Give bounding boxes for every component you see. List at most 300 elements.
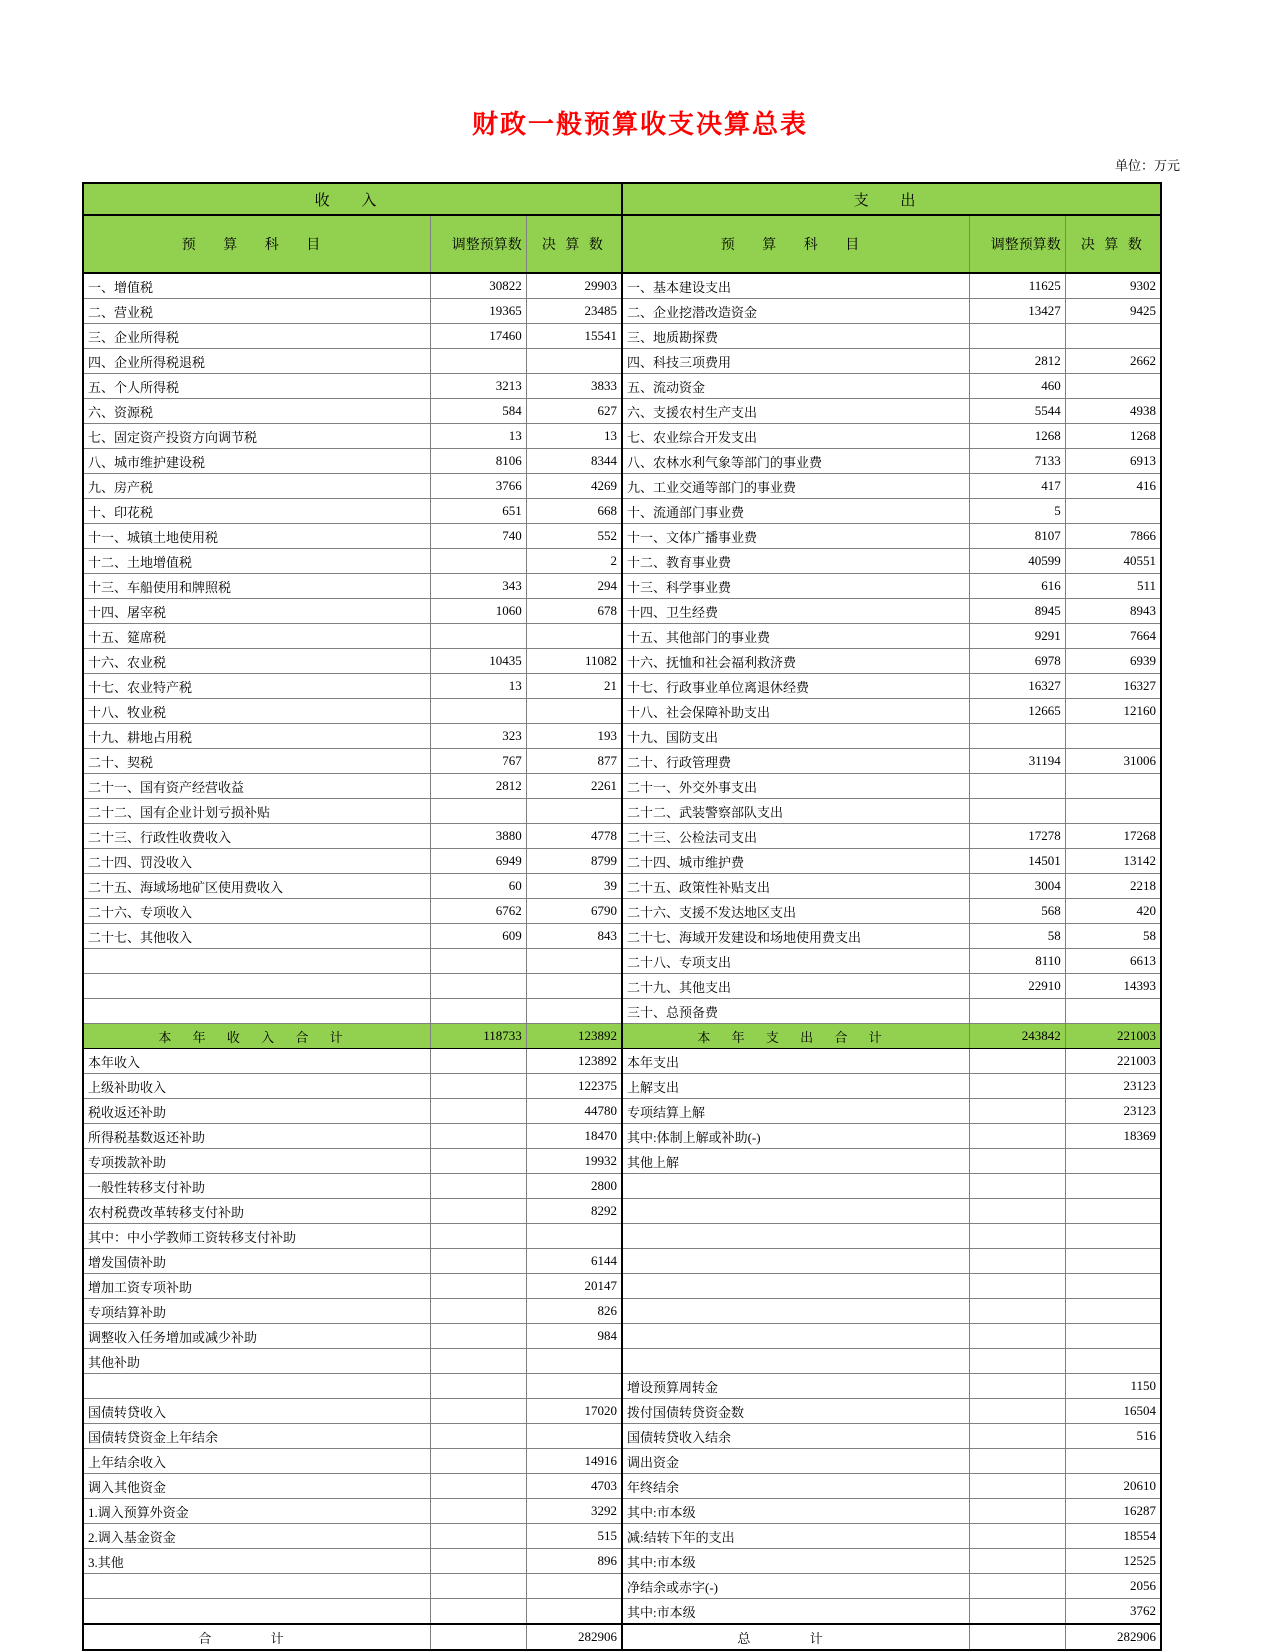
expense-subject-cell: 七、农业综合开发支出 — [622, 424, 970, 449]
income-subject-cell: 二、营业税 — [83, 299, 431, 324]
income-final-cell: 826 — [526, 1299, 622, 1324]
income-adjusted-cell — [431, 1099, 527, 1124]
income-adjusted-cell: 19365 — [431, 299, 527, 324]
table-row — [83, 1049, 1161, 1074]
expense-adjusted-cell: 568 — [970, 899, 1066, 924]
expense-adjusted-cell — [970, 724, 1066, 749]
expense-final-cell — [1065, 1224, 1161, 1249]
table-row — [83, 273, 1161, 299]
expense-final-cell: 2662 — [1065, 349, 1161, 374]
income-final-cell — [526, 1574, 622, 1599]
income-adjusted-cell: 584 — [431, 399, 527, 424]
expense-adjusted-cell: 3004 — [970, 874, 1066, 899]
expense-adjusted-cell: 14501 — [970, 849, 1066, 874]
table-row — [83, 1074, 1161, 1099]
income-total-final: 123892 — [526, 1024, 622, 1049]
table-row — [83, 724, 1161, 749]
expense-subject-cell: 二十一、外交外事支出 — [622, 774, 970, 799]
expense-adjusted-cell — [970, 1249, 1066, 1274]
income-subject-header: 预 算 科 目 — [83, 215, 431, 273]
income-subject-cell: 其中：中小学教师工资转移支付补助 — [83, 1224, 431, 1249]
income-subject-cell: 农村税费改革转移支付补助 — [83, 1199, 431, 1224]
income-subject-cell: 八、城市维护建设税 — [83, 449, 431, 474]
income-subject-cell: 十七、农业特产税 — [83, 674, 431, 699]
expense-subject-cell: 八、农林水利气象等部门的事业费 — [622, 449, 970, 474]
grand-total-row — [83, 1624, 1161, 1650]
expense-subject-cell: 六、支援农村生产支出 — [622, 399, 970, 424]
expense-subject-cell: 十、流通部门事业费 — [622, 499, 970, 524]
income-subject-cell: 二十七、其他收入 — [83, 924, 431, 949]
table-row — [83, 449, 1161, 474]
table-row — [83, 1324, 1161, 1349]
income-subject-cell: 十六、农业税 — [83, 649, 431, 674]
expense-group-header: 支 出 — [622, 183, 1161, 215]
expense-adjusted-cell — [970, 1499, 1066, 1524]
income-final-cell — [526, 699, 622, 724]
table-row — [83, 1599, 1161, 1625]
expense-subject-header: 预 算 科 目 — [622, 215, 970, 273]
income-subject-cell: 二十四、罚没收入 — [83, 849, 431, 874]
column-header-row — [83, 215, 1161, 273]
expense-subject-cell: 二十四、城市维护费 — [622, 849, 970, 874]
income-final-cell — [526, 349, 622, 374]
income-subject-cell — [83, 1574, 431, 1599]
income-final-cell — [526, 974, 622, 999]
table-row — [83, 874, 1161, 899]
income-final-cell: 23485 — [526, 299, 622, 324]
expense-adjusted-cell — [970, 1174, 1066, 1199]
expense-final-cell: 9425 — [1065, 299, 1161, 324]
expense-final-cell: 6939 — [1065, 649, 1161, 674]
income-subject-cell: 九、房产税 — [83, 474, 431, 499]
expense-adjusted-cell: 7133 — [970, 449, 1066, 474]
income-final-header: 决 算 数 — [526, 215, 622, 273]
table-row — [83, 524, 1161, 549]
expense-adjusted-cell — [970, 1374, 1066, 1399]
expense-adjusted-cell — [970, 799, 1066, 824]
expense-subject-cell: 十三、科学事业费 — [622, 574, 970, 599]
grand-income-final: 282906 — [526, 1624, 622, 1650]
income-final-cell: 2800 — [526, 1174, 622, 1199]
income-subject-cell: 2.调入基金资金 — [83, 1524, 431, 1549]
income-adjusted-cell: 740 — [431, 524, 527, 549]
expense-adjusted-cell: 8107 — [970, 524, 1066, 549]
income-total-adjusted: 118733 — [431, 1024, 527, 1049]
income-adjusted-cell: 60 — [431, 874, 527, 899]
income-adjusted-cell — [431, 1549, 527, 1574]
expense-final-cell: 14393 — [1065, 974, 1161, 999]
expense-final-cell: 12160 — [1065, 699, 1161, 724]
expense-subject-cell: 十二、教育事业费 — [622, 549, 970, 574]
expense-final-cell: 1150 — [1065, 1374, 1161, 1399]
expense-subject-cell: 其中:市本级 — [622, 1599, 970, 1625]
income-adjusted-cell — [431, 1399, 527, 1424]
income-final-cell: 193 — [526, 724, 622, 749]
table-row — [83, 1574, 1161, 1599]
expense-subject-cell — [622, 1349, 970, 1374]
income-adjusted-cell — [431, 974, 527, 999]
income-subject-cell: 二十一、国有资产经营收益 — [83, 774, 431, 799]
expense-final-cell: 7866 — [1065, 524, 1161, 549]
expense-adjusted-cell: 417 — [970, 474, 1066, 499]
expense-adjusted-cell — [970, 1274, 1066, 1299]
income-final-cell: 8799 — [526, 849, 622, 874]
table-row — [83, 1524, 1161, 1549]
income-final-cell: 668 — [526, 499, 622, 524]
income-subject-cell: 上级补助收入 — [83, 1074, 431, 1099]
expense-final-cell: 40551 — [1065, 549, 1161, 574]
expense-subject-cell: 上解支出 — [622, 1074, 970, 1099]
expense-subject-cell: 十一、文体广播事业费 — [622, 524, 970, 549]
income-final-cell: 678 — [526, 599, 622, 624]
income-subject-cell: 五、个人所得税 — [83, 374, 431, 399]
table-row — [83, 849, 1161, 874]
income-final-cell: 4778 — [526, 824, 622, 849]
table-row — [83, 624, 1161, 649]
income-subject-cell: 二十三、行政性收费收入 — [83, 824, 431, 849]
income-subject-cell: 一、增值税 — [83, 273, 431, 299]
page-title: 财政一般预算收支决算总表 — [471, 110, 808, 139]
table-row — [83, 999, 1161, 1024]
expense-subject-cell — [622, 1249, 970, 1274]
expense-adjusted-cell — [970, 1224, 1066, 1249]
expense-final-cell — [1065, 1274, 1161, 1299]
income-subject-cell: 专项结算补助 — [83, 1299, 431, 1324]
income-adjusted-cell — [431, 1324, 527, 1349]
expense-adjusted-cell — [970, 999, 1066, 1024]
income-adjusted-cell: 30822 — [431, 273, 527, 299]
expense-final-cell — [1065, 324, 1161, 349]
income-final-cell: 877 — [526, 749, 622, 774]
expense-final-cell: 12525 — [1065, 1549, 1161, 1574]
expense-adjusted-cell: 58 — [970, 924, 1066, 949]
income-final-cell — [526, 624, 622, 649]
income-subject-cell: 调整收入任务增加或减少补助 — [83, 1324, 431, 1349]
table-row — [83, 1274, 1161, 1299]
expense-subject-cell: 十八、社会保障补助支出 — [622, 699, 970, 724]
income-final-cell: 294 — [526, 574, 622, 599]
expense-adjusted-cell — [970, 1599, 1066, 1625]
expense-adjusted-cell — [970, 1099, 1066, 1124]
expense-final-cell: 18369 — [1065, 1124, 1161, 1149]
income-final-cell: 6790 — [526, 899, 622, 924]
income-adjusted-cell — [431, 1149, 527, 1174]
expense-subject-cell: 十六、抚恤和社会福利救济费 — [622, 649, 970, 674]
income-subject-cell: 十三、车船使用和牌照税 — [83, 574, 431, 599]
expense-final-cell: 420 — [1065, 899, 1161, 924]
expense-adjusted-cell — [970, 1199, 1066, 1224]
expense-adjusted-cell — [970, 1349, 1066, 1374]
income-final-cell — [526, 949, 622, 974]
income-final-cell: 14916 — [526, 1449, 622, 1474]
income-adjusted-cell — [431, 1249, 527, 1274]
income-final-cell: 8292 — [526, 1199, 622, 1224]
expense-adjusted-cell — [970, 1324, 1066, 1349]
expense-subject-cell: 净结余或赤字(-) — [622, 1574, 970, 1599]
income-subject-cell: 十、印花税 — [83, 499, 431, 524]
income-subject-cell: 国债转贷资金上年结余 — [83, 1424, 431, 1449]
expense-subject-cell: 其他上解 — [622, 1149, 970, 1174]
expense-final-cell: 58 — [1065, 924, 1161, 949]
expense-total-label: 本 年 支 出 合 计 — [622, 1024, 970, 1049]
expense-adjusted-cell — [970, 1149, 1066, 1174]
expense-adjusted-cell: 6978 — [970, 649, 1066, 674]
grand-expense-label: 总 计 — [622, 1624, 970, 1650]
income-final-cell: 21 — [526, 674, 622, 699]
table-row — [83, 949, 1161, 974]
budget-final-accounts-table — [82, 182, 1162, 1651]
expense-final-cell — [1065, 774, 1161, 799]
expense-subject-cell: 其中:市本级 — [622, 1499, 970, 1524]
income-adjusted-cell — [431, 1074, 527, 1099]
table-row — [83, 549, 1161, 574]
expense-subject-cell — [622, 1199, 970, 1224]
income-subject-cell — [83, 1599, 431, 1625]
income-adjusted-cell: 3880 — [431, 824, 527, 849]
income-final-cell: 2261 — [526, 774, 622, 799]
income-subject-cell: 二十二、国有企业计划亏损补贴 — [83, 799, 431, 824]
income-final-cell — [526, 799, 622, 824]
income-adjusted-cell — [431, 1374, 527, 1399]
expense-subject-cell: 其中:市本级 — [622, 1549, 970, 1574]
expense-final-cell: 516 — [1065, 1424, 1161, 1449]
income-adjusted-cell — [431, 549, 527, 574]
income-final-cell: 3292 — [526, 1499, 622, 1524]
expense-final-cell — [1065, 1299, 1161, 1324]
expense-adjusted-cell — [970, 1299, 1066, 1324]
income-adjusted-cell: 6949 — [431, 849, 527, 874]
expense-final-cell: 23123 — [1065, 1074, 1161, 1099]
expense-subject-cell: 一、基本建设支出 — [622, 273, 970, 299]
table-row — [83, 324, 1161, 349]
income-subject-cell: 十八、牧业税 — [83, 699, 431, 724]
income-final-cell: 843 — [526, 924, 622, 949]
income-subject-cell: 国债转贷收入 — [83, 1399, 431, 1424]
expense-final-cell — [1065, 1324, 1161, 1349]
income-subject-cell: 本年收入 — [83, 1049, 431, 1074]
expense-adjusted-cell — [970, 774, 1066, 799]
income-adjusted-cell: 13 — [431, 424, 527, 449]
income-subject-cell: 1.调入预算外资金 — [83, 1499, 431, 1524]
income-adjusted-cell: 6762 — [431, 899, 527, 924]
income-subject-cell: 上年结余收入 — [83, 1449, 431, 1474]
expense-final-cell: 7664 — [1065, 624, 1161, 649]
income-adjusted-cell — [431, 1349, 527, 1374]
expense-final-cell: 16504 — [1065, 1399, 1161, 1424]
table-container — [0, 174, 1280, 1651]
table-row — [83, 1399, 1161, 1424]
expense-final-cell: 16287 — [1065, 1499, 1161, 1524]
table-row — [83, 924, 1161, 949]
expense-adjusted-cell: 11625 — [970, 273, 1066, 299]
table-row — [83, 299, 1161, 324]
expense-final-cell: 3762 — [1065, 1599, 1161, 1625]
table-row — [83, 1374, 1161, 1399]
income-final-cell: 8344 — [526, 449, 622, 474]
grand-income-adjusted — [431, 1624, 527, 1650]
income-final-cell: 19932 — [526, 1149, 622, 1174]
income-adjusted-cell — [431, 799, 527, 824]
income-subject-cell — [83, 999, 431, 1024]
table-row — [83, 1474, 1161, 1499]
table-row — [83, 1549, 1161, 1574]
table-row — [83, 1174, 1161, 1199]
expense-subject-cell: 十七、行政事业单位离退休经费 — [622, 674, 970, 699]
expense-subject-cell: 五、流动资金 — [622, 374, 970, 399]
income-final-cell: 896 — [526, 1549, 622, 1574]
expense-subject-cell: 本年支出 — [622, 1049, 970, 1074]
table-row — [83, 1199, 1161, 1224]
expense-subject-cell: 九、工业交通等部门的事业费 — [622, 474, 970, 499]
expense-adjusted-cell — [970, 1399, 1066, 1424]
income-adjusted-cell — [431, 1049, 527, 1074]
income-adjusted-cell — [431, 1199, 527, 1224]
income-adjusted-cell: 1060 — [431, 599, 527, 624]
table-row — [83, 974, 1161, 999]
expense-adjusted-cell: 13427 — [970, 299, 1066, 324]
expense-adjusted-cell: 17278 — [970, 824, 1066, 849]
income-subject-cell — [83, 949, 431, 974]
expense-final-cell: 20610 — [1065, 1474, 1161, 1499]
table-row — [83, 799, 1161, 824]
table-row — [83, 749, 1161, 774]
income-subject-cell: 调入其他资金 — [83, 1474, 431, 1499]
expense-adjusted-cell: 8110 — [970, 949, 1066, 974]
expense-final-cell: 1268 — [1065, 424, 1161, 449]
income-final-cell — [526, 1599, 622, 1625]
income-final-cell — [526, 999, 622, 1024]
table-row — [83, 1249, 1161, 1274]
expense-final-cell — [1065, 1174, 1161, 1199]
table-row — [83, 674, 1161, 699]
table-row — [83, 1499, 1161, 1524]
income-final-cell: 6144 — [526, 1249, 622, 1274]
expense-adjusted-cell — [970, 1474, 1066, 1499]
income-subject-cell: 3.其他 — [83, 1549, 431, 1574]
table-row — [83, 1224, 1161, 1249]
expense-subject-cell: 二十五、政策性补贴支出 — [622, 874, 970, 899]
income-final-cell: 627 — [526, 399, 622, 424]
expense-total-adjusted: 243842 — [970, 1024, 1066, 1049]
income-adjusted-cell: 767 — [431, 749, 527, 774]
income-subject-cell — [83, 974, 431, 999]
expense-final-cell — [1065, 1449, 1161, 1474]
group-header-row — [83, 183, 1161, 215]
income-adjusted-cell — [431, 1124, 527, 1149]
expense-adjusted-cell: 5 — [970, 499, 1066, 524]
year-total-row — [83, 1024, 1161, 1049]
expense-subject-cell — [622, 1224, 970, 1249]
income-final-cell — [526, 1349, 622, 1374]
expense-final-header: 决 算 数 — [1065, 215, 1161, 273]
income-adjusted-cell — [431, 1274, 527, 1299]
table-row — [83, 899, 1161, 924]
expense-final-cell: 2056 — [1065, 1574, 1161, 1599]
expense-adjusted-cell — [970, 1074, 1066, 1099]
expense-subject-cell — [622, 1299, 970, 1324]
income-adjusted-cell: 10435 — [431, 649, 527, 674]
expense-subject-cell: 三、地质勘探费 — [622, 324, 970, 349]
income-subject-cell: 其他补助 — [83, 1349, 431, 1374]
expense-final-cell: 17268 — [1065, 824, 1161, 849]
expense-final-cell: 511 — [1065, 574, 1161, 599]
expense-adjusted-cell — [970, 1524, 1066, 1549]
income-subject-cell: 七、固定资产投资方向调节税 — [83, 424, 431, 449]
income-subject-cell: 十二、土地增值税 — [83, 549, 431, 574]
expense-final-cell: 8943 — [1065, 599, 1161, 624]
income-final-cell: 552 — [526, 524, 622, 549]
expense-subject-cell: 其中:体制上解或补助(-) — [622, 1124, 970, 1149]
income-final-cell: 984 — [526, 1324, 622, 1349]
income-final-cell: 18470 — [526, 1124, 622, 1149]
expense-total-final: 221003 — [1065, 1024, 1161, 1049]
table-row — [83, 424, 1161, 449]
income-adjusted-cell — [431, 1424, 527, 1449]
table-row — [83, 574, 1161, 599]
income-adjusted-header: 调整预算数 — [431, 215, 527, 273]
income-subject-cell: 一般性转移支付补助 — [83, 1174, 431, 1199]
income-adjusted-cell — [431, 1499, 527, 1524]
expense-adjusted-cell — [970, 324, 1066, 349]
expense-adjusted-cell: 1268 — [970, 424, 1066, 449]
table-row — [83, 399, 1161, 424]
expense-final-cell — [1065, 499, 1161, 524]
income-adjusted-cell — [431, 1574, 527, 1599]
expense-final-cell — [1065, 1349, 1161, 1374]
income-group-header: 收 入 — [83, 183, 622, 215]
income-final-cell: 4269 — [526, 474, 622, 499]
expense-final-cell: 23123 — [1065, 1099, 1161, 1124]
expense-final-cell — [1065, 1199, 1161, 1224]
table-row — [83, 1424, 1161, 1449]
expense-final-cell — [1065, 1149, 1161, 1174]
income-adjusted-cell: 3766 — [431, 474, 527, 499]
expense-adjusted-cell: 40599 — [970, 549, 1066, 574]
income-subject-cell — [83, 1374, 431, 1399]
income-adjusted-cell — [431, 1224, 527, 1249]
expense-adjusted-cell: 8945 — [970, 599, 1066, 624]
table-row — [83, 699, 1161, 724]
expense-adjusted-cell: 16327 — [970, 674, 1066, 699]
expense-final-cell — [1065, 999, 1161, 1024]
expense-adjusted-cell — [970, 1124, 1066, 1149]
income-adjusted-cell — [431, 1449, 527, 1474]
expense-adjusted-cell — [970, 1574, 1066, 1599]
income-subject-cell: 专项拨款补助 — [83, 1149, 431, 1174]
table-row — [83, 649, 1161, 674]
income-adjusted-cell: 13 — [431, 674, 527, 699]
grand-income-label: 合 计 — [83, 1624, 431, 1650]
unit-note: 单位：万元 — [1114, 158, 1180, 173]
income-final-cell: 4703 — [526, 1474, 622, 1499]
income-subject-cell: 十四、屠宰税 — [83, 599, 431, 624]
expense-subject-cell: 二十七、海域开发建设和场地使用费支出 — [622, 924, 970, 949]
income-final-cell: 13 — [526, 424, 622, 449]
expense-subject-cell: 国债转贷收入结余 — [622, 1424, 970, 1449]
income-adjusted-cell — [431, 1174, 527, 1199]
table-row — [83, 599, 1161, 624]
expense-subject-cell — [622, 1324, 970, 1349]
expense-final-cell — [1065, 724, 1161, 749]
expense-final-cell: 4938 — [1065, 399, 1161, 424]
expense-subject-cell: 二十九、其他支出 — [622, 974, 970, 999]
expense-adjusted-cell — [970, 1424, 1066, 1449]
income-subject-cell: 四、企业所得税退税 — [83, 349, 431, 374]
expense-subject-cell: 四、科技三项费用 — [622, 349, 970, 374]
income-subject-cell: 税收返还补助 — [83, 1099, 431, 1124]
income-adjusted-cell — [431, 699, 527, 724]
income-final-cell: 515 — [526, 1524, 622, 1549]
